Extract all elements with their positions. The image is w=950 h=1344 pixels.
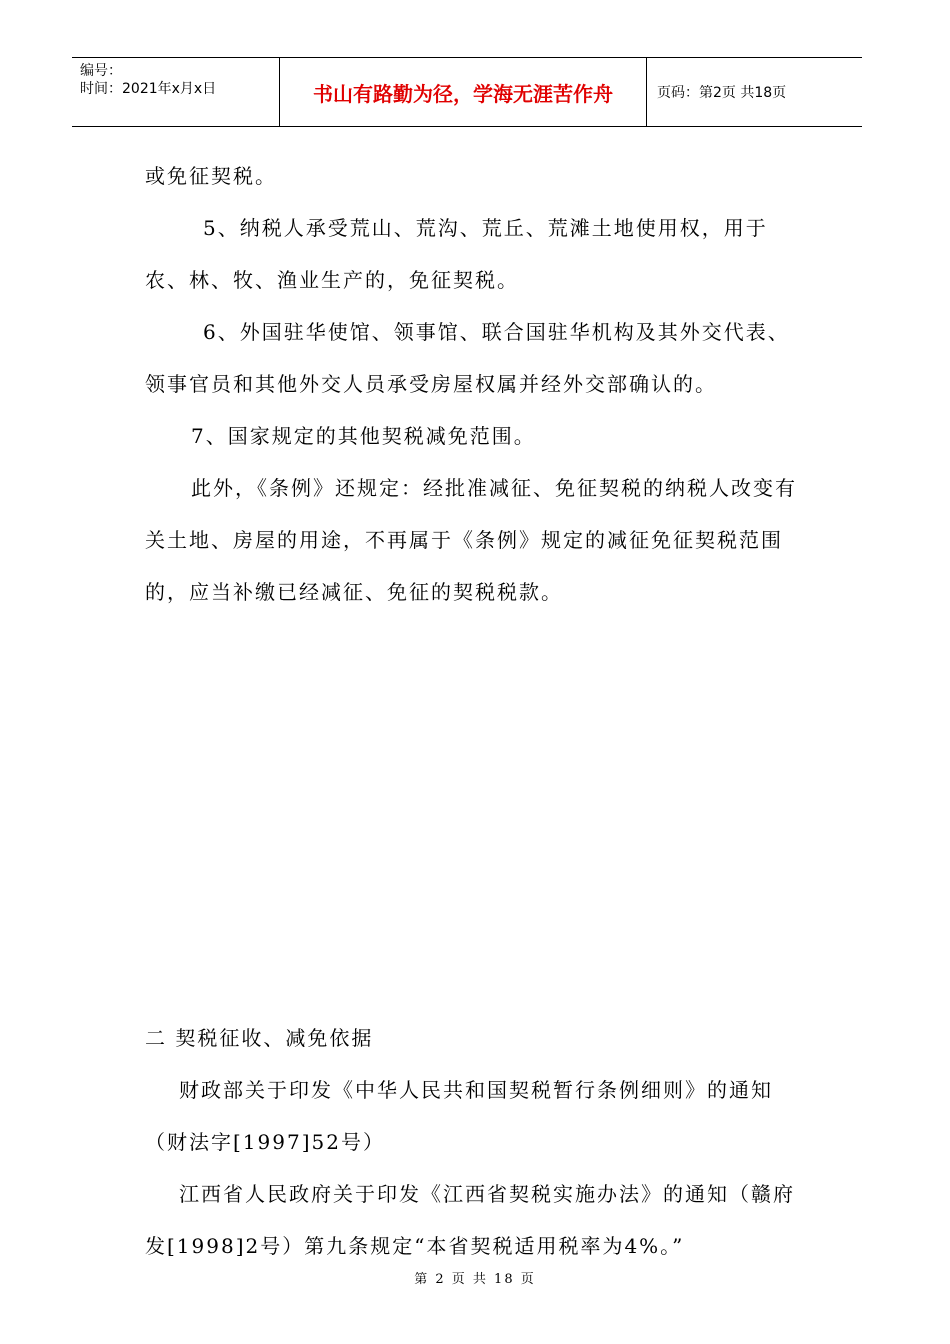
paragraph-item-6: 6、外国驻华使馆、领事馆、联合国驻华机构及其外交代表、领事官员和其他外交人员承受房屋权属并经外交部确认的。 <box>145 320 790 396</box>
page-footer: 第 2 页 共 18 页 <box>414 1272 536 1287</box>
paragraph-additional-rule: 此外，《条例》还规定：经批准减征、免征契税的纳税人改变有关土地、房屋的用途，不再属于《条例》规定的减征免征契税范围的，应当补缴已经减征、免征的契税税款。 <box>145 476 797 604</box>
section-title: 二 契税征收、减免依据 <box>145 1026 374 1050</box>
paragraph-basis-2: 江西省人民政府关于印发《江西省契税实施办法》的通知（赣府发[1998]2号）第九条规定“本省契税适用税率为4%。” <box>145 1182 795 1258</box>
paragraph-item-5: 5、纳税人承受荒山、荒沟、荒丘、荒滩土地使用权，用于农、林、牧、渔业生产的，免征契税。 <box>145 216 768 292</box>
header-meta <box>72 58 280 126</box>
time-label: 时间：2021年x月x日 <box>80 81 217 97</box>
paragraph-basis-1: 财政部关于印发《中华人民共和国契税暂行条例细则》的通知（财法字[1997]52号） <box>145 1078 773 1154</box>
number-label: 编号： <box>80 63 122 79</box>
header-page-info: 页码：第2页 共18页 <box>657 85 787 101</box>
paragraph-continuation: 或免征契税。 <box>145 164 277 188</box>
paragraph-item-7: 7、国家规定的其他契税减免范围。 <box>191 424 536 448</box>
header-motto: 书山有路勤为径，学海无涯苦作舟 <box>280 58 647 126</box>
page-header <box>72 57 862 127</box>
